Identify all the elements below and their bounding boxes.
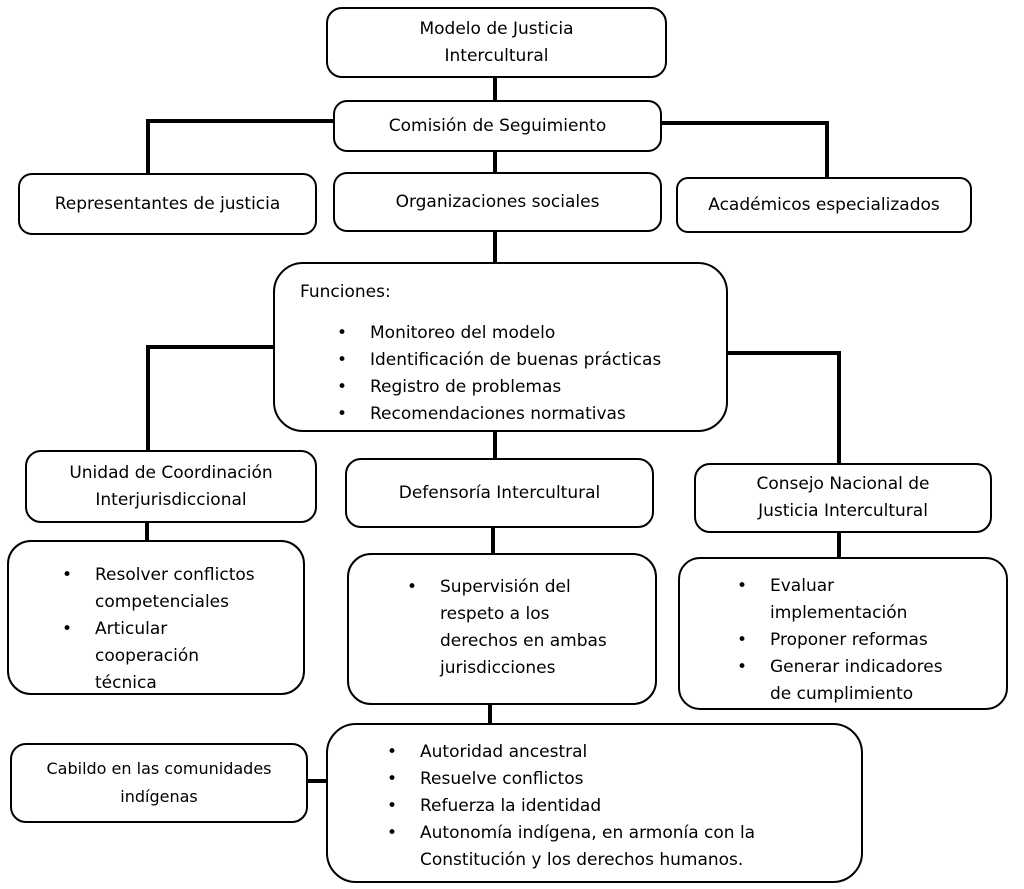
list-item: • Identificación de buenas prácticas [337,347,726,374]
connector-unidad-functions [145,521,149,542]
node-consejo-functions-list [678,557,1008,710]
connector-comision-organizaciones [493,150,497,174]
list-item: • Resolver conflictos competenciales [62,562,303,616]
connector-defensoria-functions [491,526,495,555]
node-unidad-functions-list [7,540,305,695]
list-item: • Proponer reformas [737,627,1006,654]
node-unidad-coordinacion-interjurisdiccional [25,450,317,523]
node-label: Representantes de justicia [54,193,281,214]
list-item: • Autonomía indígena, en armonía con la Constitución y los derechos humanos. [387,820,861,874]
connector-comision-academicos [825,121,829,179]
list-item: • Evaluar implementación [737,573,1006,627]
node-modelo-justicia-intercultural [326,7,667,78]
connector-defensoria-cabildo-functions [488,703,492,725]
node-funciones [273,262,728,432]
list-item: • Supervisión del respeto a los derechos en ambas jurisdicciones [407,574,655,682]
connector-cabildo-functions [306,779,328,783]
connector-funciones-unidad [146,345,150,452]
node-label: Defensoría Intercultural [398,482,601,503]
node-representantes-justicia [18,173,317,235]
cabildo-functions-list [328,739,861,874]
list-item: • Monitoreo del modelo [337,320,726,347]
funciones-heading: Funciones: [300,282,391,302]
node-label-line: Unidad de Coordinación [69,462,273,483]
node-label-line: indígenas [120,787,198,806]
node-academicos-especializados [676,177,972,233]
connector-funciones-right-horizontal [726,351,841,355]
node-defensoria-intercultural [345,458,654,528]
connector-comision-left-horizontal [146,119,335,123]
list-item: • Articular cooperación técnica [62,616,303,697]
node-consejo-nacional-justicia-intercultural [694,463,992,533]
list-item: • Autoridad ancestral [387,739,861,766]
node-label-line: Justicia Intercultural [758,501,928,521]
connector-consejo-functions [837,531,841,559]
connector-comision-representantes [146,119,150,175]
connector-funciones-defensoria [493,430,497,460]
node-comision-seguimiento [333,100,662,152]
node-cabildo-functions-list [326,723,863,883]
node-label-line: Interjurisdiccional [95,489,247,510]
list-item: • Refuerza la identidad [387,793,861,820]
connector-modelo-comision [493,78,497,102]
funciones-list [300,320,726,428]
defensoria-functions-list [349,574,655,682]
consejo-functions-list [680,573,1006,708]
node-label-line: Consejo Nacional de [756,474,930,494]
list-item: • Registro de problemas [337,374,726,401]
node-label-line: Cabildo en las comunidades [46,759,272,778]
unidad-functions-list [9,562,303,697]
node-label: Académicos especializados [708,194,940,215]
node-organizaciones-sociales [333,172,662,232]
list-item: • Generar indicadores de cumplimiento [737,654,1006,708]
node-defensoria-functions-list [347,553,657,705]
node-label-line: Intercultural [444,45,549,66]
connector-comision-right-horizontal [660,121,829,125]
node-label: Comisión de Seguimiento [388,115,607,136]
list-item: • Recomendaciones normativas [337,401,726,428]
list-item: • Resuelve conflictos [387,766,861,793]
connector-funciones-consejo [837,351,841,465]
node-cabildo-comunidades-indigenas [10,743,308,823]
connector-organizaciones-funciones [493,231,497,264]
connector-funciones-left-horizontal [146,345,275,349]
node-label-line: Modelo de Justicia [419,18,574,39]
node-label: Organizaciones sociales [395,191,600,212]
